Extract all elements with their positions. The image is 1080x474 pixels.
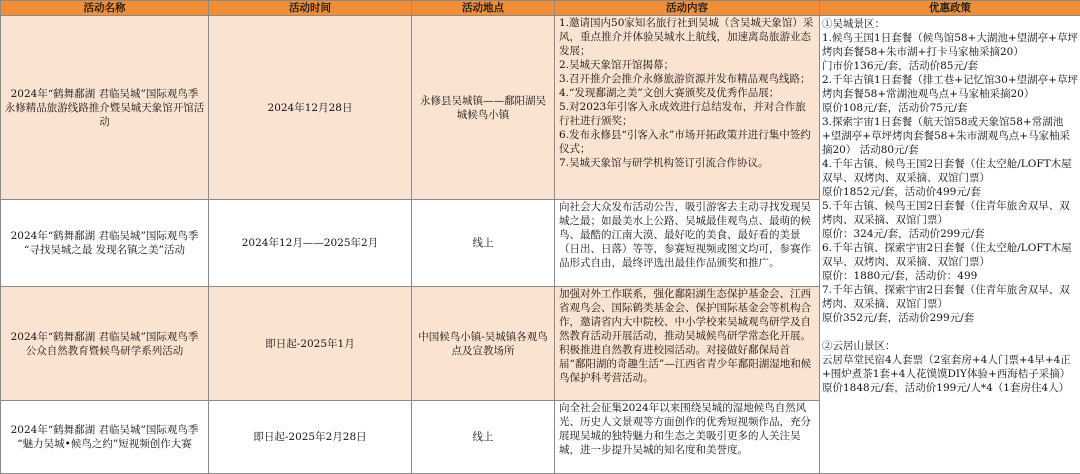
content-item: 1.邀请国内50家知名旅行社到吴城（含吴城天象馆）采风，重点推介并体验吴城水上航线，加速离岛旅游业态发展；: [559, 17, 814, 57]
policy-line: 原价352元/套，活动价299元/套: [822, 312, 975, 324]
content-item: 2.吴城天象馆开馆揭幕；: [559, 59, 675, 71]
policy-line: 5.千年古镇、候鸟王国2日套餐（住青年旅舍双早、双烤肉、双采摘、双馆门票）: [822, 200, 1070, 226]
policy-line: 原价：324元/套，活动价299元/套: [822, 228, 985, 240]
activity-name: 2024年“鹤舞鄱湖 君临吴城”国际观鸟季 公众自然教育暨候鸟研学系列活动: [1, 287, 209, 401]
activity-content: [555, 200, 820, 287]
activity-time: 即日起-2025年2月28日: [209, 401, 412, 474]
policy-line: 云居草堂民宿4人套票（2室套房+4人门票+4早+4正+围炉煮茶1套+4人花馍馍DIY体验+西海桔子采摘）: [822, 354, 1071, 380]
activity-time: 2024年12月28日: [209, 16, 412, 200]
activity-content: [555, 287, 820, 401]
content-item: 4.“发现鄱湖之美”文创大赛颁奖及优秀作品展；: [559, 87, 780, 99]
policy-line: 3.探索宇宙1日套餐（航天馆58或天象馆58+常湖池+望湖亭+草坪烤肉套餐58+朱市湖观鸟点+马家柚采摘20） 活动80元/套: [822, 116, 1071, 156]
header-time: 活动时间: [209, 1, 412, 16]
policy-line: 4.千年古镇、候鸟王国2日套餐（住太空舱/LOFT木屋双早、双烤肉、双采摘、双馆门票）: [822, 158, 1072, 184]
policy-line: ①吴城景区：: [822, 18, 885, 30]
header-policy: 优惠政策: [820, 1, 1080, 16]
policy-line: 原价1848元/套，活动价199元/人*4（1套房住4人）: [822, 382, 1070, 394]
policy-line: 7.千年古镇、探索宇宙2日套餐（住青年旅舍双早、双烤肉、双采摘、双馆门票）: [822, 284, 1070, 310]
content-item: 6.发布永修县“引客入永”市场开拓政策并进行集中签约仪式；: [559, 129, 811, 155]
activity-content: [555, 401, 820, 474]
policy-line: 原价108元/套，活动价75元/套: [822, 102, 968, 114]
policy-line: 6.千年古镇、探索宇宙2日套餐（住太空舱/LOFT木屋双早、双烤肉、双采摘、双馆门票）: [822, 242, 1072, 268]
activity-content: [555, 16, 820, 200]
activity-name: 2024年“鹤舞鄱湖 君临吴城”国际观鸟季 “魅力吴城•候鸟之约”短视频创作大赛: [1, 401, 209, 474]
activity-time: 2024年12月——2025年2月: [209, 200, 412, 287]
policy-line: 1.候鸟王国1日套餐（候鸟馆58+大湖池+望湖亭+草坪烤肉套餐58+朱市湖+打卡马家柚采摘20）: [822, 32, 1078, 58]
activity-place: 永修县吴城镇——鄱阳湖吴城候鸟小镇: [412, 16, 555, 200]
header-row: [1, 1, 1080, 16]
header-place: 活动地点: [412, 1, 555, 16]
content-item: 5.对2023年引客入永成效进行总结发布，并对合作旅行社进行颁奖；: [559, 101, 806, 127]
content-item: 7.吴城天象馆与研学机构签订引流合作协议。: [559, 157, 769, 169]
policy-line: ②云居山景区：: [822, 340, 896, 352]
activity-time: 即日起-2025年1月: [209, 287, 412, 401]
policy-line: 原价：1880元/套，活动价：499: [822, 270, 978, 282]
content-item: 加强对外工作联系，强化鄱阳湖生态保护基金会、江西省观鸟会、国际鹤类基金会、保护国际基金会等机构合作，邀请省内大中院校、中小学校来吴城观鸟研学及自然教育活动开展活动，推动吴城候鸟研学常态化开展。积极推进自然教育进校园活动。对接做好鄱保局首届“鄱阳湖的奇趣生活”—江西省青少年鄱阳湖湿地和候鸟保护科考营活动。: [559, 288, 812, 384]
header-name: 活动名称: [1, 1, 209, 16]
activity-place: 中国候鸟小镇-吴城镇各观鸟点及宣教场所: [412, 287, 555, 401]
header-content: 活动内容: [555, 1, 820, 16]
policy-line: 2.千年古镇1日套餐（排工巷+记忆馆30+望湖亭+草坪烤肉套餐58+常湖池观鸟点+马家柚采摘20）: [822, 74, 1078, 100]
activity-place: 线上: [412, 401, 555, 474]
content-item: 向社会大众发布活动公告，吸引游客去主动寻找发现吴城之最；如最美水上公路、吴城最佳观鸟点、最萌的候鸟、最酷的江南大漠、最好吃的美食、最好看的美景（日出、日落）等等，参赛短视频或图文均可，参赛作品形式自由，最终评选出最佳作品颁奖和推广。: [559, 201, 811, 269]
policy-line: 原价1852元/套，活动价499元/套: [822, 186, 981, 198]
table-row: [1, 16, 1080, 200]
policy-spacer: [822, 325, 1078, 339]
discount-policy: [820, 16, 1080, 474]
content-item: 3.召开推介会推介永修旅游资源并发布精品观鸟线路；: [559, 73, 811, 85]
activity-name: 2024年“鹤舞鄱湖 君临吴城”国际观鸟季 永修精品旅游线路推介暨吴城天象馆开馆活动: [1, 16, 209, 200]
content-item: 向全社会征集2024年以来围绕吴城的湿地候鸟自然风光、历史人文景观等方面创作的优秀短视频作品，充分展现吴城的独特魅力和生态之美吸引更多的人关注吴城，进一步提升吴城的知名度和美誉度。: [559, 402, 811, 456]
policy-line: 门市价136元/套，活动价85元/套: [822, 60, 978, 72]
activity-place: 线上: [412, 200, 555, 287]
activity-name: 2024年“鹤舞鄱湖 君临吴城”国际观鸟季 “寻找吴城之最 发现名镇之美”活动: [1, 200, 209, 287]
